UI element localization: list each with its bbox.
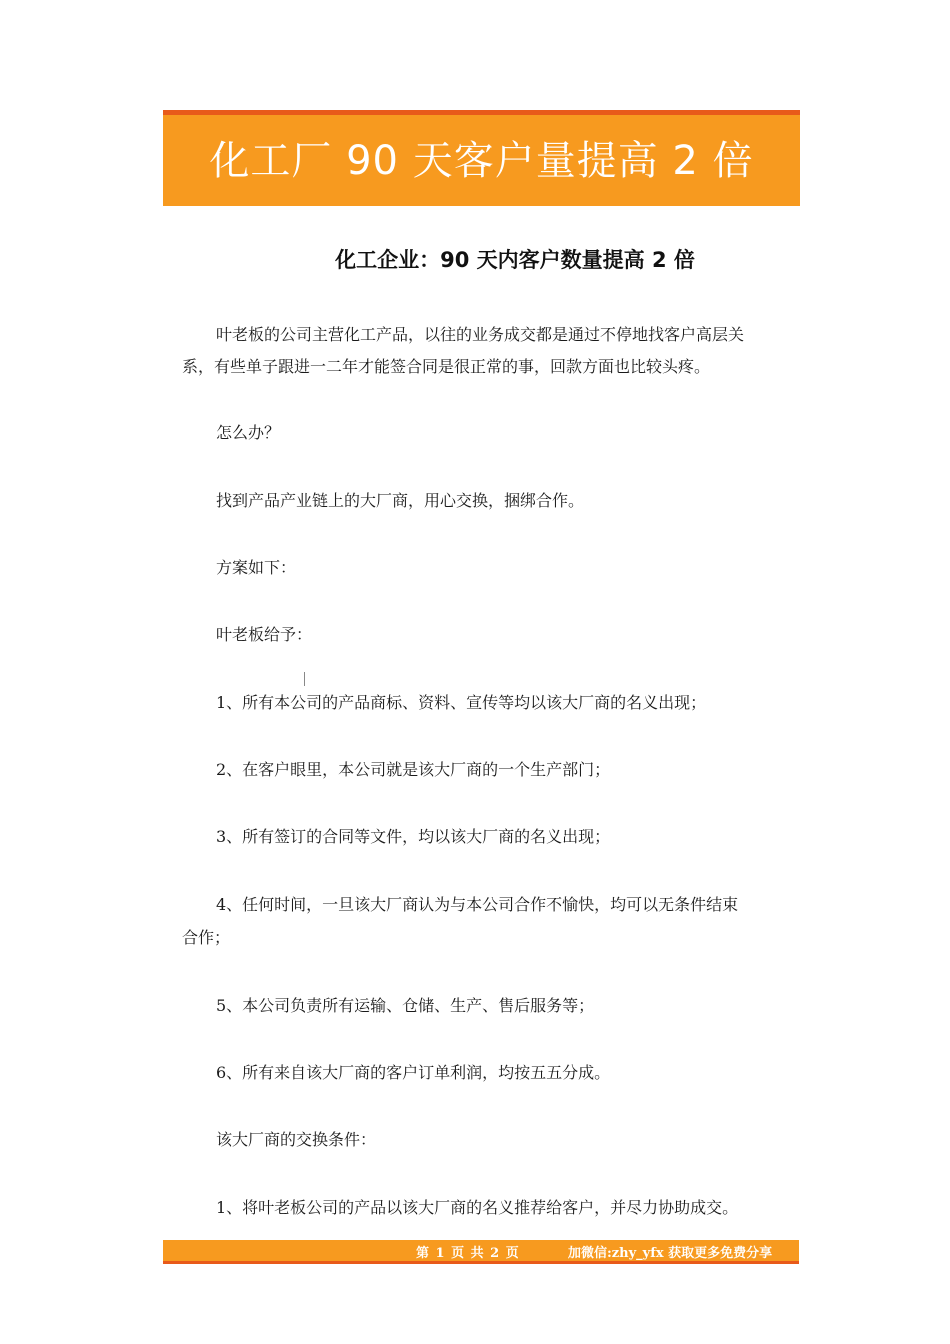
header-banner [163, 110, 800, 206]
exchange-item-1: 1、将叶老板公司的产品以该大厂商的名义推荐给客户，并尽力协助成交。 [216, 1198, 739, 1217]
banner-title: 化工厂 90 天客户量提高 2 倍 [209, 138, 754, 184]
article-title: 化工企业：90 天内客户数量提高 2 倍 [335, 248, 695, 272]
intro-line-1: 叶老板的公司主营化工产品，以往的业务成交都是通过不停地找客户高层关 [216, 325, 745, 344]
answer-text: 找到产品产业链上的大厂商，用心交换，捆绑合作。 [216, 491, 585, 510]
list-item-4-line-2: 合作； [182, 928, 231, 947]
list-item-5: 5、本公司负责所有运输、仓储、生产、售后服务等； [216, 996, 595, 1015]
footer-bar [163, 1240, 799, 1264]
exchange-heading: 该大厂商的交换条件： [216, 1130, 377, 1149]
question-text: 怎么办？ [216, 423, 281, 442]
list-item-6: 6、所有来自该大厂商的客户订单利润，均按五五分成。 [216, 1063, 611, 1082]
footer-promo: 加微信:zhy_yfx 获取更多免费分享 [568, 1246, 773, 1261]
plan-heading: 方案如下： [216, 558, 297, 577]
scan-mark [304, 672, 305, 686]
intro-line-2: 系，有些单子跟进一二年才能签合同是很正常的事，回款方面也比较头疼。 [182, 357, 711, 376]
list-item-2: 2、在客户眼里，本公司就是该大厂商的一个生产部门； [216, 760, 611, 779]
list-item-1: 1、所有本公司的产品商标、资料、宣传等均以该大厂商的名义出现； [216, 693, 707, 712]
list-item-3: 3、所有签订的合同等文件，均以该大厂商的名义出现； [216, 827, 611, 846]
page-number: 第 1 页 共 2 页 [416, 1246, 520, 1261]
list-item-4-line-1: 4、任何时间，一旦该大厂商认为与本公司合作不愉快，均可以无条件结束 [216, 895, 739, 914]
give-heading: 叶老板给予： [216, 625, 313, 644]
